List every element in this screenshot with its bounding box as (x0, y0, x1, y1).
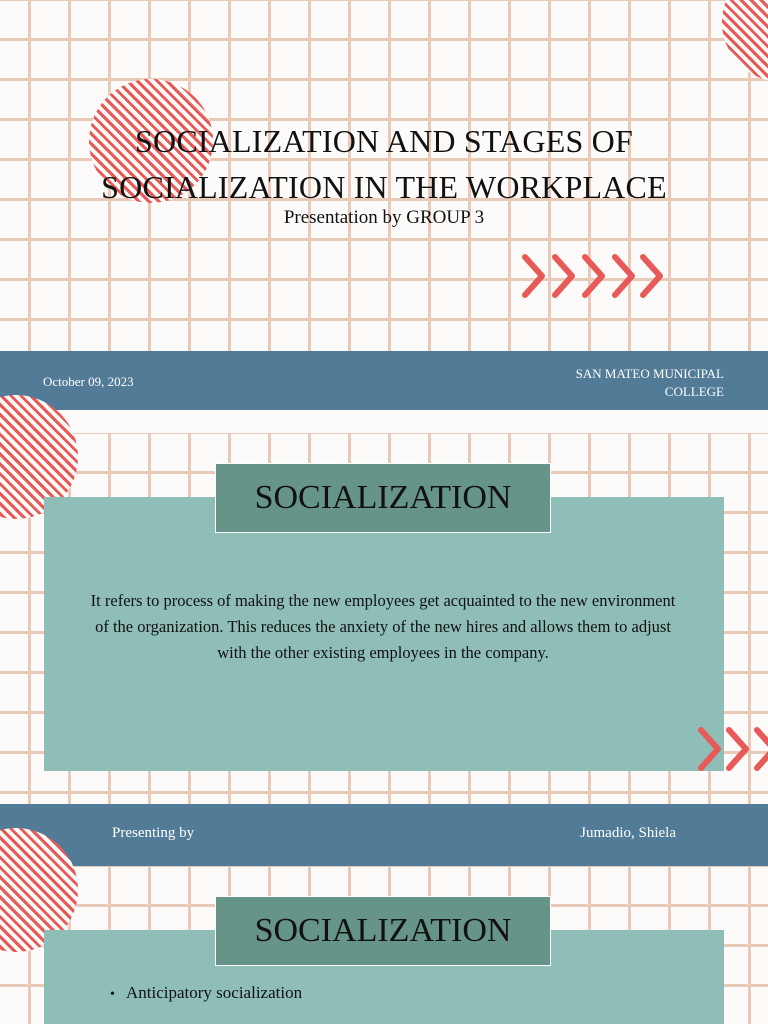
bullet-text: Anticipatory socialization (126, 983, 303, 1002)
slide2-title: SOCIALIZATION (215, 463, 551, 533)
chevron-arrows-icon (520, 253, 670, 299)
slide2-body-text: It refers to process of making the new employees get acquainted to the new environment of the organization. This reduces the anxiety of the new hires and allows them to adjust with the other existing employees in the company. (90, 591, 676, 662)
college-name (524, 365, 724, 401)
college-line-2: COLLEGE (664, 384, 724, 399)
presentation-date: October 09, 2023 (43, 374, 134, 389)
college-line-1: SAN MATEO MUNICIPAL (575, 366, 724, 381)
title-line-2: SOCIALIZATION IN THE WORKPLACE (101, 169, 667, 205)
slide3-title: SOCIALIZATION (215, 896, 551, 966)
bullet-dot-icon: • (110, 987, 115, 1002)
presenter-name: Jumadio, Shiela (580, 825, 676, 841)
slide1-subtitle: Presentation by GROUP 3 (283, 207, 485, 228)
slide1-title (60, 118, 708, 210)
bullet-item (110, 983, 302, 1003)
presenting-label: Presenting by (112, 825, 195, 841)
chevron-arrows-icon (696, 726, 768, 772)
title-line-1: SOCIALIZATION AND STAGES OF (135, 123, 633, 159)
